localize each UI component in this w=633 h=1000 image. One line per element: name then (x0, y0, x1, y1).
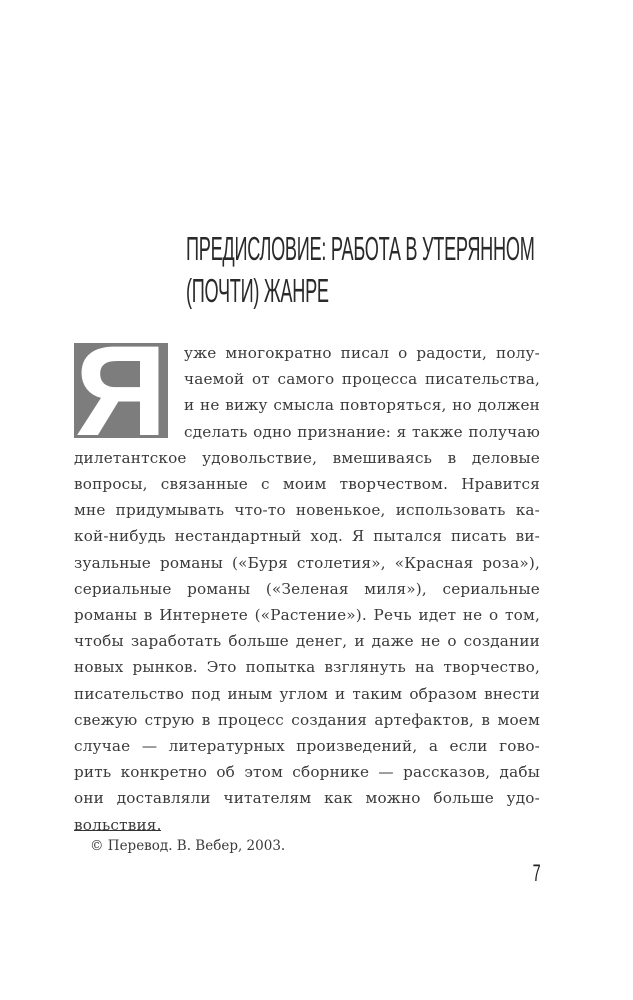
body-line: писательство под иным углом и таким образом внести (74, 684, 540, 703)
heading-line-1: ПРЕДИСЛОВИЕ: РАБОТА В УТЕРЯННОМ (186, 230, 535, 267)
footnote: © Перевод. В. Вебер, 2003. (90, 838, 286, 854)
body-line: и не вижу смысла повторяться, но должен (184, 396, 540, 415)
body-line: сериальные романы («Зеленая миля»), сериальные (74, 579, 540, 598)
body-line: романы в Интернете («Растение»). Речь идет не о том, (74, 606, 540, 624)
body-line: сделать одно признание: я также получаю (184, 422, 540, 441)
body-line: случае — литературных произведений, а если гово- (74, 737, 540, 755)
body-line: свежую струю в процесс создания артефактов, в моем (74, 710, 540, 729)
drop-cap (74, 343, 168, 438)
body-line: они доставляли читателям как можно больше удо- (74, 789, 540, 808)
body-line: дилетантское удовольствие, вмешиваясь в деловые (74, 448, 540, 467)
footnote-rule (74, 830, 161, 831)
page-number: 7 (532, 860, 541, 887)
body-line: чаемой от самого процесса писательства, (184, 370, 540, 389)
body-line: рить конкретно об этом сборнике — рассказов, дабы (74, 763, 540, 782)
chapter-heading (186, 228, 535, 312)
heading-line-2: (ПОЧТИ) ЖАНРЕ (186, 272, 329, 309)
body-line: новых рынков. Это попытка взглянуть на творчество, (74, 658, 540, 677)
body-line: кой-нибудь нестандартный ход. Я пытался писать ви- (74, 527, 540, 546)
body-line: чтобы заработать больше денег, и даже не о создании (74, 632, 540, 651)
drop-cap-letter: Я (75, 343, 167, 438)
body-line: вольствия. (74, 815, 162, 834)
body-line: уже многократно писал о радости, полу- (184, 344, 540, 362)
body-line: мне придумывать что-то новенькое, использовать ка- (74, 501, 540, 520)
body-line: зуальные романы («Буря столетия», «Красная роза»), (74, 553, 540, 572)
body-line: вопросы, связанные с моим творчеством. Нравится (74, 475, 540, 493)
